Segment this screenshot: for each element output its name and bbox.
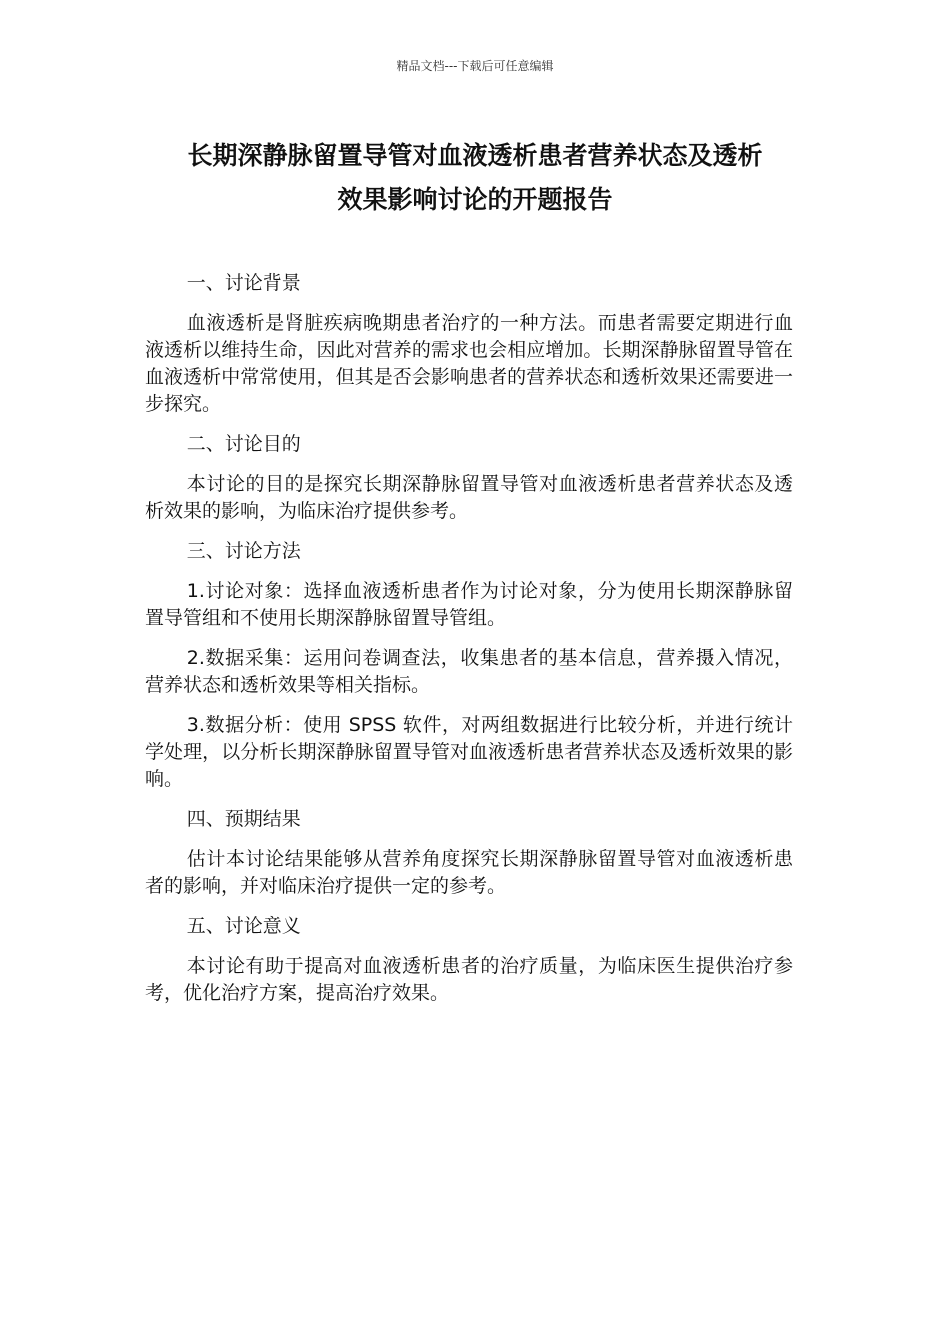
method-item-data-analysis: 3.数据分析：使用 SPSS 软件，对两组数据进行比较分析，并进行统计学处理，以分析长期深静脉留置导管对血液透析患者营养状态及透析效果的影响。 bbox=[145, 714, 793, 790]
document-title bbox=[140, 134, 810, 222]
paragraph-purpose: 本讨论的目的是探究长期深静脉留置导管对血液透析患者营养状态及透析效果的影响，为临床治疗提供参考。 bbox=[145, 473, 793, 522]
section-heading-background: 一、讨论背景 bbox=[186, 272, 301, 294]
method-item-data-collection: 2.数据采集：运用问卷调查法，收集患者的基本信息，营养摄入情况，营养状态和透析效果等相关指标。 bbox=[145, 647, 793, 696]
header-note: 精品文档---下载后可任意编辑 bbox=[396, 59, 554, 73]
paragraph-expected-results: 估计本讨论结果能够从营养角度探究长期深静脉留置导管对血液透析患者的影响，并对临床治疗提供一定的参考。 bbox=[145, 848, 793, 897]
document-body bbox=[145, 270, 793, 1020]
title-line-1: 长期深静脉留置导管对血液透析患者营养状态及透析 bbox=[187, 141, 763, 170]
section-heading-purpose: 二、讨论目的 bbox=[186, 433, 301, 455]
method-item-subjects: 1.讨论对象：选择血液透析患者作为讨论对象，分为使用长期深静脉留置导管组和不使用长期深静脉留置导管组。 bbox=[145, 580, 793, 629]
section-heading-significance: 五、讨论意义 bbox=[186, 915, 301, 937]
section-heading-method: 三、讨论方法 bbox=[186, 540, 301, 562]
paragraph-background: 血液透析是肾脏疾病晚期患者治疗的一种方法。而患者需要定期进行血液透析以维持生命，因此对营养的需求也会相应增加。长期深静脉留置导管在血液透析中常常使用，但其是否会影响患者的营养状态和透析效果还需要进一步探究。 bbox=[145, 312, 793, 415]
paragraph-significance: 本讨论有助于提高对血液透析患者的治疗质量，为临床医生提供治疗参考，优化治疗方案，提高治疗效果。 bbox=[145, 955, 793, 1004]
section-heading-expected-results: 四、预期结果 bbox=[186, 808, 301, 830]
title-line-2: 效果影响讨论的开题报告 bbox=[337, 185, 613, 214]
